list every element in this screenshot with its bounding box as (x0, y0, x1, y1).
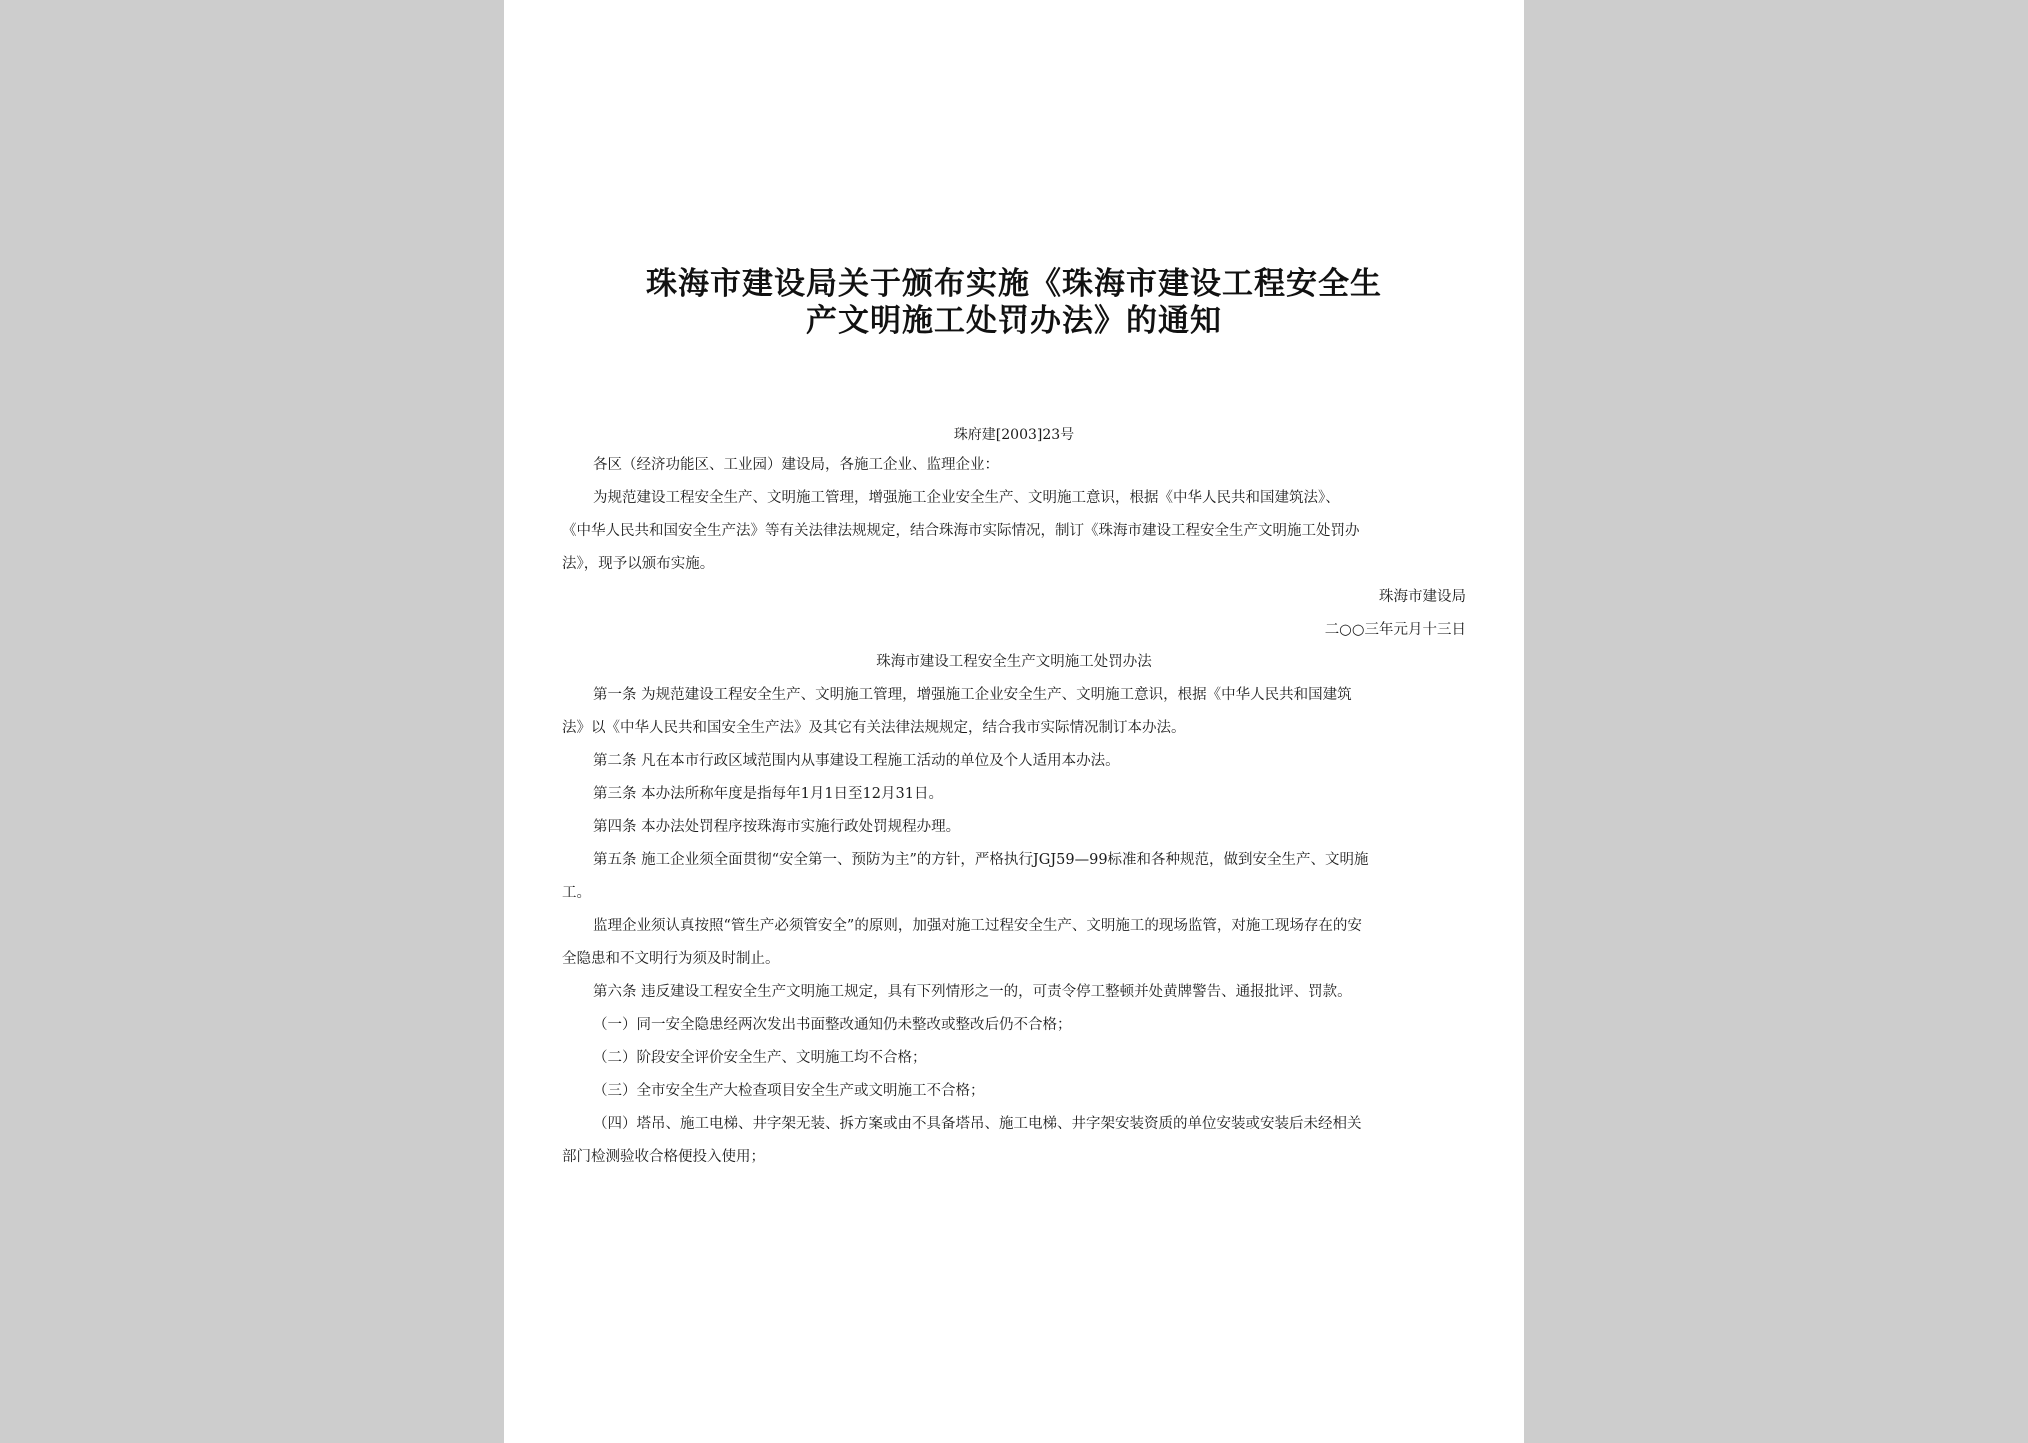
document-title-line-1: 珠海市建设局关于颁布实施《珠海市建设工程安全生 (646, 266, 1382, 302)
article-line: （一）同一安全隐患经两次发出书面整改通知仍未整改或整改后仍不合格； (593, 1017, 1072, 1033)
intro-line-2: 《中华人民共和国安全生产法》等有关法律法规规定，结合珠海市实际情况，制订《珠海市建设工程安全生产文明施工处罚办 (562, 523, 1360, 539)
article-line: （二）阶段安全评价安全生产、文明施工均不合格； (593, 1050, 927, 1066)
measures-title: 珠海市建设工程安全生产文明施工处罚办法 (876, 654, 1152, 670)
article-line: 第三条 本办法所称年度是指每年1月1日至12月31日。 (593, 786, 943, 802)
article-line: 第六条 违反建设工程安全生产文明施工规定，具有下列情形之一的，可责令停工整顿并处黄牌警告、通报批评、罚款。 (593, 984, 1352, 1000)
document-title-line-2: 产文明施工处罚办法》的通知 (806, 303, 1222, 339)
date: 二○○三年元月十三日 (1324, 622, 1466, 638)
article-line: （三）全市安全生产大检查项目安全生产或文明施工不合格； (593, 1083, 985, 1099)
signature: 珠海市建设局 (1379, 589, 1466, 605)
article-line: 全隐患和不文明行为须及时制止。 (562, 951, 780, 967)
article-line: 第二条 凡在本市行政区域范围内从事建设工程施工活动的单位及个人适用本办法。 (593, 753, 1120, 769)
article-line: 监理企业须认真按照“管生产必须管安全”的原则，加强对施工过程安全生产、文明施工的现场监管，对施工现场存在的安 (593, 918, 1362, 934)
article-line: 工。 (562, 885, 591, 901)
addressee: 各区（经济功能区、工业园）建设局，各施工企业、监理企业： (593, 457, 999, 473)
document-page (504, 0, 1524, 1443)
article-line: 第四条 本办法处罚程序按珠海市实施行政处罚规程办理。 (593, 819, 961, 835)
intro-line-1: 为规范建设工程安全生产、文明施工管理，增强施工企业安全生产、文明施工意识，根据《中华人民共和国建筑法》、 (593, 490, 1340, 506)
article-line: （四）塔吊、施工电梯、井字架无装、拆方案或由不具备塔吊、施工电梯、井字架安装资质的单位安装或安装后未经相关 (593, 1116, 1362, 1132)
article-line: 部门检测验收合格便投入使用； (562, 1149, 765, 1165)
document-number: 珠府建[2003]23号 (953, 427, 1075, 443)
article-line: 第五条 施工企业须全面贯彻“安全第一、预防为主”的方针，严格执行JGJ59—99标准和各种规范，做到安全生产、文明施 (593, 852, 1369, 868)
article-line: 第一条 为规范建设工程安全生产、文明施工管理，增强施工企业安全生产、文明施工意识，根据《中华人民共和国建筑 (593, 687, 1352, 703)
intro-line-3: 法》，现予以颁布实施。 (562, 556, 715, 572)
article-line: 法》以《中华人民共和国安全生产法》及其它有关法律法规规定，结合我市实际情况制订本办法。 (562, 720, 1186, 736)
